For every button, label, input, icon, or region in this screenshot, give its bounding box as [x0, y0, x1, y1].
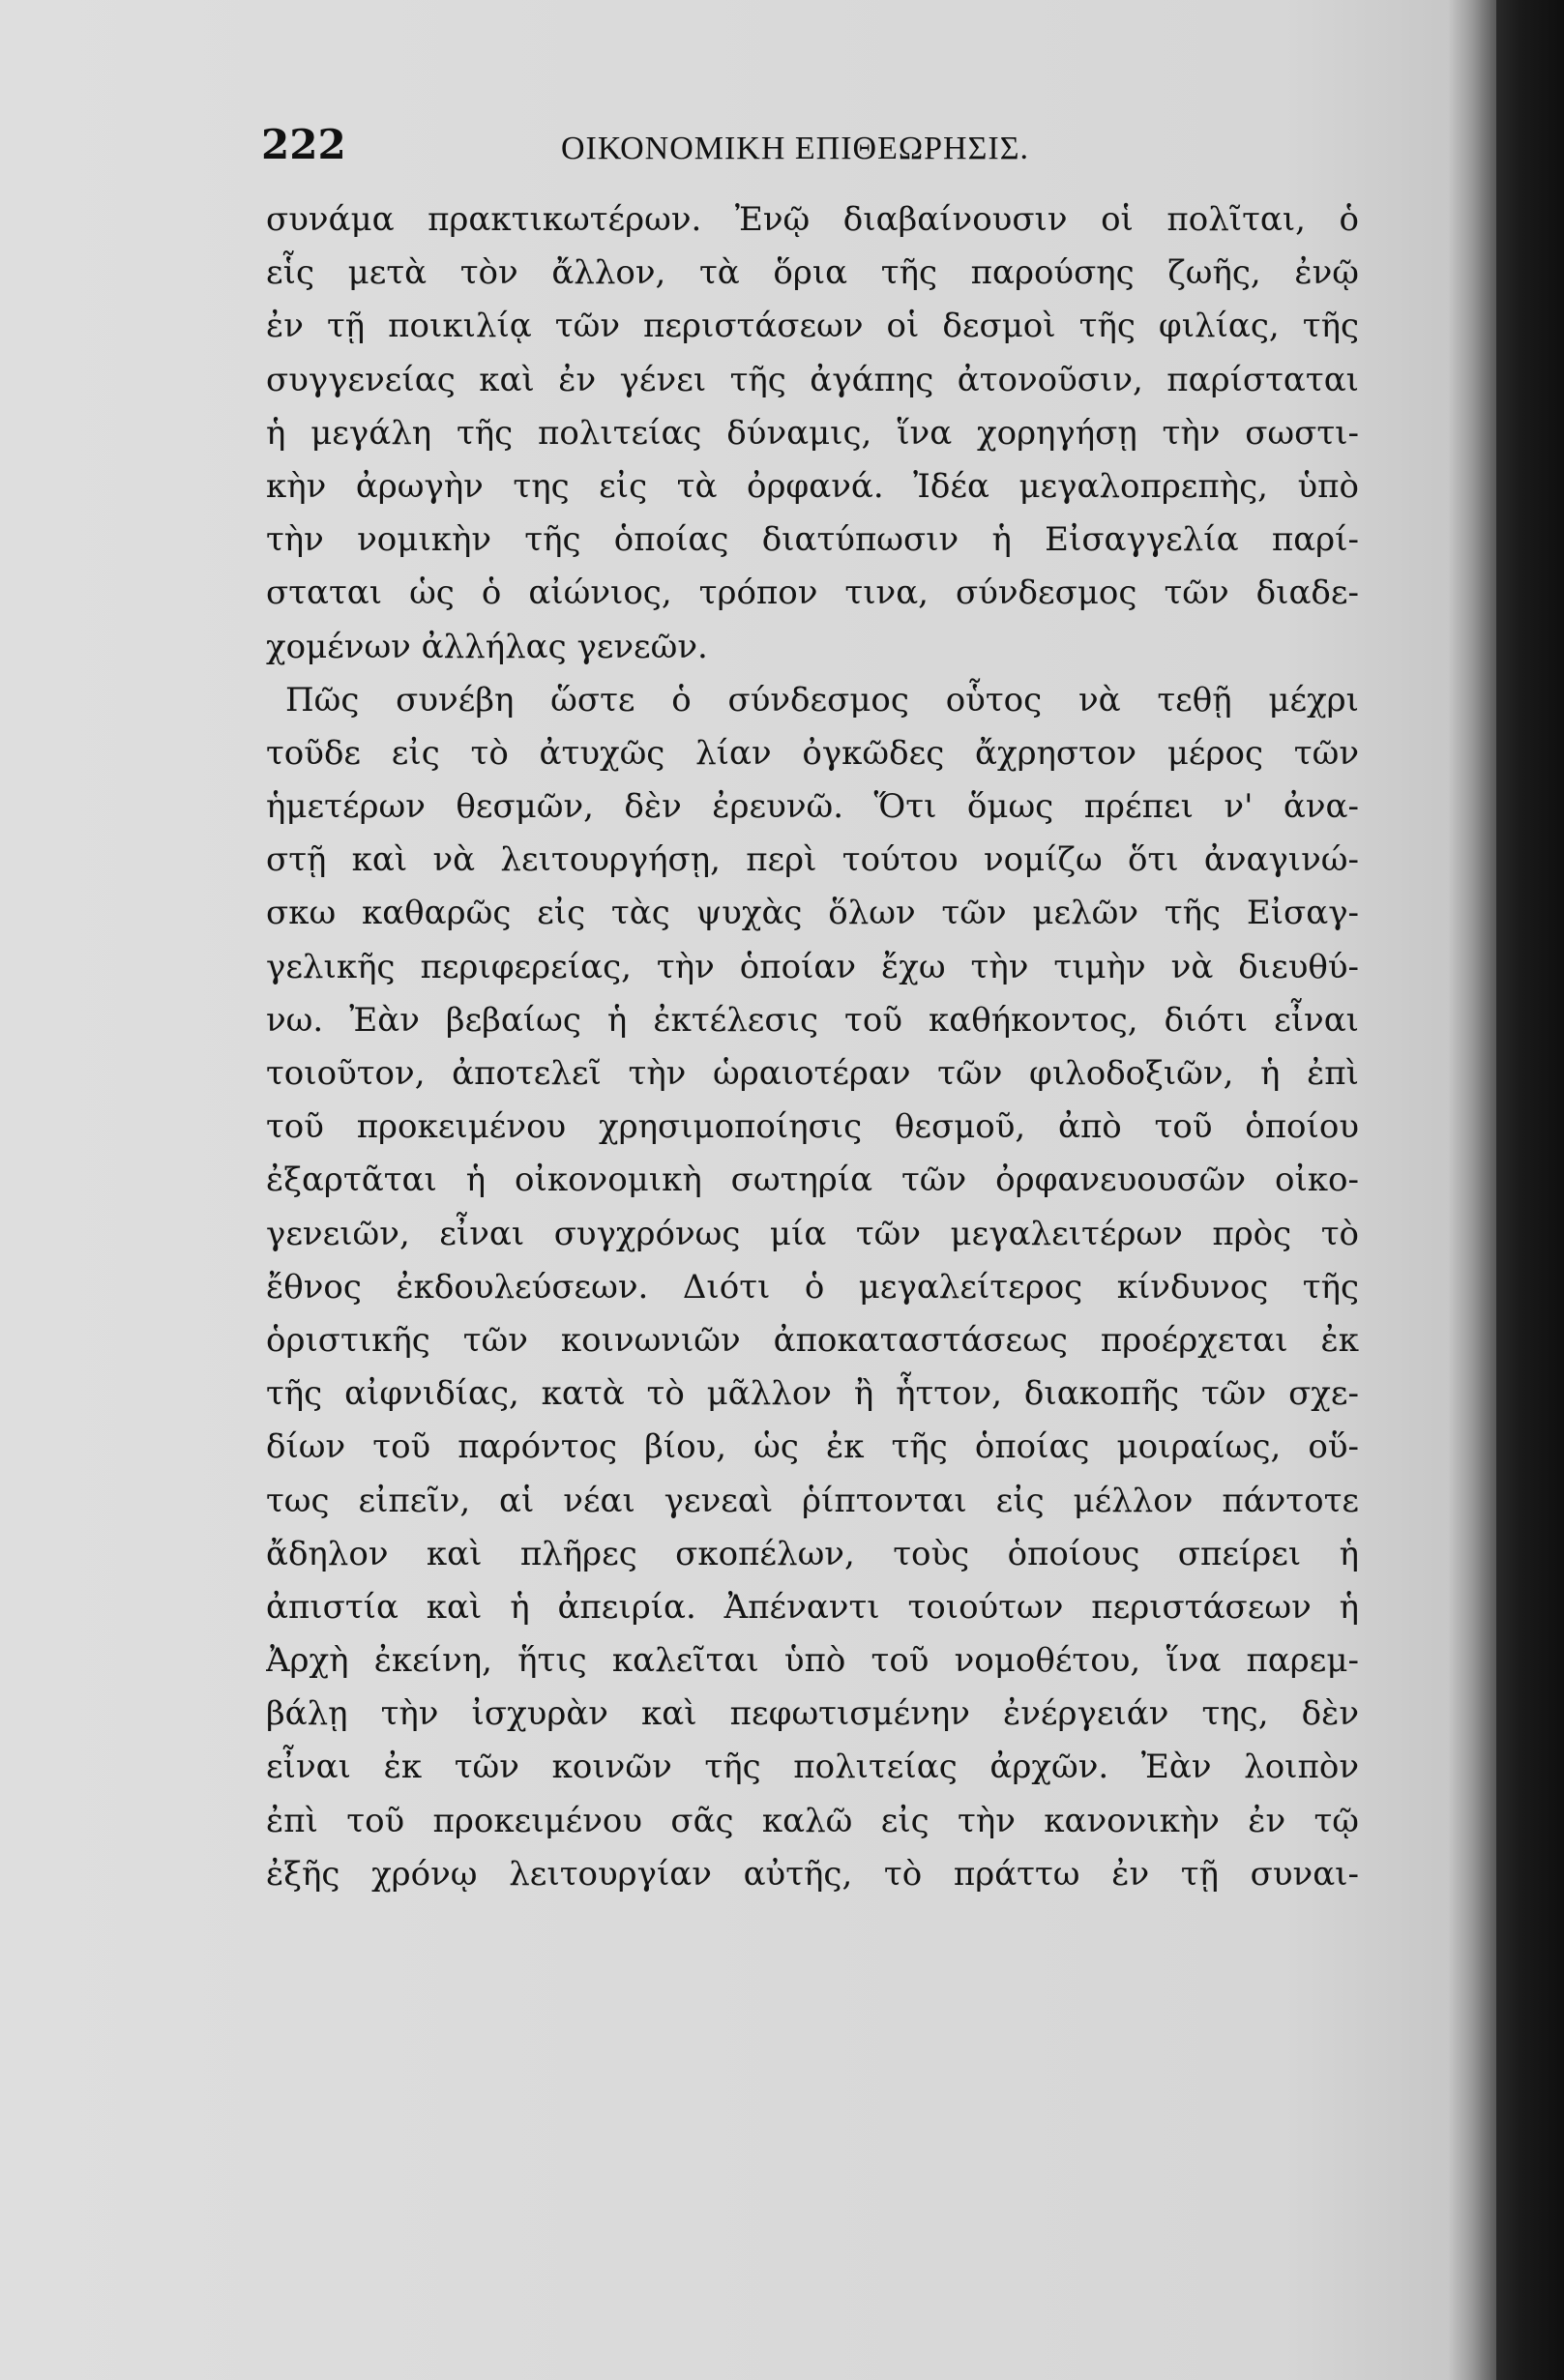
- text-line: εἶναι ἐκ τῶν κοινῶν τῆς πολιτείας ἀρχῶν. Ἐὰν λοιπὸν: [266, 1748, 1359, 1787]
- text-line: ἐν τῇ ποικιλίᾳ τῶν περιστάσεων οἱ δεσμοὶ τῆς φιλίας, τῆς: [266, 307, 1359, 346]
- text-line: ὁριστικῆς τῶν κοινωνιῶν ἀποκαταστάσεως προέρχεται ἐκ: [266, 1320, 1359, 1360]
- text-line: τοῦδε εἰς τὸ ἀτυχῶς λίαν ὀγκῶδες ἄχρηστον μέρος τῶν: [266, 733, 1359, 773]
- text-line: ἐξῆς χρόνῳ λειτουργίαν αὐτῆς, τὸ πράττω ἐν τῇ συναι-: [266, 1854, 1359, 1894]
- text-line: δίων τοῦ παρόντος βίου, ὡς ἐκ τῆς ὁποίας μοιραίως, οὕ-: [266, 1427, 1359, 1467]
- text-line: στῇ καὶ νὰ λειτουργήσῃ, περὶ τούτου νομίζω ὅτι ἀναγινώ-: [266, 840, 1359, 880]
- text-line: τως εἰπεῖν, αἱ νέαι γενεαὶ ῥίπτονται εἰς μέλλον πάντοτε: [266, 1481, 1359, 1520]
- text-line: τοῦ προκειμένου χρησιμοποίησις θεσμοῦ, ἀπὸ τοῦ ὁποίου: [266, 1107, 1359, 1147]
- text-line: χομένων ἀλλήλας γενεῶν.: [266, 627, 708, 666]
- running-head: [261, 121, 1354, 189]
- text-line: ἄδηλον καὶ πλῆρες σκοπέλων, τοὺς ὁποίους σπείρει ἡ: [266, 1534, 1359, 1573]
- text-line: τοιοῦτον, ἀποτελεῖ τὴν ὡραιοτέραν τῶν φιλοδοξιῶν, ἡ ἐπὶ: [266, 1054, 1359, 1093]
- text-line: βάλῃ τὴν ἰσχυρὰν καὶ πεφωτισμένην ἐνέργειάν της, δὲν: [266, 1694, 1359, 1734]
- page-number: 222: [261, 121, 346, 168]
- text-line: γελικῆς περιφερείας, τὴν ὁποίαν ἔχω τὴν τιμὴν νὰ διευθύ-: [266, 947, 1359, 986]
- running-head-title: ΟΙΚΟΝΟΜΙΚΗ ΕΠΙΘΕΩΡΗΣΙΣ.: [561, 131, 1030, 166]
- text-line: κὴν ἀρωγὴν της εἰς τὰ ὀρφανά. Ἰδέα μεγαλοπρεπὴς, ὑπὸ: [266, 466, 1359, 506]
- text-line: νω. Ἐὰν βεβαίως ἡ ἐκτέλεσις τοῦ καθήκοντος, διότι εἶναι: [266, 1000, 1359, 1040]
- binding-gutter: [1496, 0, 1564, 2380]
- text-line: τῆς αἰφνιδίας, κατὰ τὸ μᾶλλον ἢ ἧττον, διακοπῆς τῶν σχε-: [266, 1374, 1359, 1414]
- text-line: Ἀρχὴ ἐκείνη, ἥτις καλεῖται ὑπὸ τοῦ νομοθέτου, ἵνα παρεμ-: [266, 1641, 1359, 1681]
- text-line: ἔθνος ἐκδουλεύσεων. Διότι ὁ μεγαλείτερος κίνδυνος τῆς: [266, 1267, 1359, 1307]
- text-line: σκω καθαρῶς εἰς τὰς ψυχὰς ὅλων τῶν μελῶν τῆς Εἰσαγ-: [266, 894, 1359, 933]
- text-line: Πῶς συνέβη ὥστε ὁ σύνδεσμος οὗτος νὰ τεθῇ μέχρι: [285, 680, 1359, 720]
- text-line: ἡμετέρων θεσμῶν, δὲν ἐρευνῶ. Ὅτι ὅμως πρέπει ν' ἀνα-: [266, 787, 1359, 827]
- text-line: ἡ μεγάλη τῆς πολιτείας δύναμις, ἵνα χορηγήσῃ τὴν σωστι-: [266, 413, 1359, 453]
- text-line: ἐξαρτᾶται ἡ οἰκονομικὴ σωτηρία τῶν ὀρφανευουσῶν οἰκο-: [266, 1161, 1359, 1200]
- text-line: ἐπὶ τοῦ προκειμένου σᾶς καλῶ εἰς τὴν κανονικὴν ἐν τῷ: [266, 1801, 1359, 1840]
- text-line: εἷς μετὰ τὸν ἄλλον, τὰ ὅρια τῆς παρούσης ζωῆς, ἐνῷ: [266, 253, 1359, 293]
- body-text: [266, 193, 1359, 2321]
- text-line: συνάμα πρακτικωτέρων. Ἐνῷ διαβαίνουσιν οἱ πολῖται, ὁ: [266, 200, 1359, 239]
- text-line: σταται ὡς ὁ αἰώνιος, τρόπον τινα, σύνδεσμος τῶν διαδε-: [266, 573, 1359, 613]
- text-line: γενειῶν, εἶναι συγχρόνως μία τῶν μεγαλειτέρων πρὸς τὸ: [266, 1214, 1359, 1253]
- text-line: ἀπιστία καὶ ἡ ἀπειρία. Ἀπέναντι τοιούτων περιστάσεων ἡ: [266, 1587, 1359, 1627]
- text-line: τὴν νομικὴν τῆς ὁποίας διατύπωσιν ἡ Εἰσαγγελία παρί-: [266, 520, 1359, 560]
- text-line: συγγενείας καὶ ἐν γένει τῆς ἀγάπης ἀτονοῦσιν, παρίσταται: [266, 360, 1359, 399]
- binding-shadow: [1448, 0, 1496, 2380]
